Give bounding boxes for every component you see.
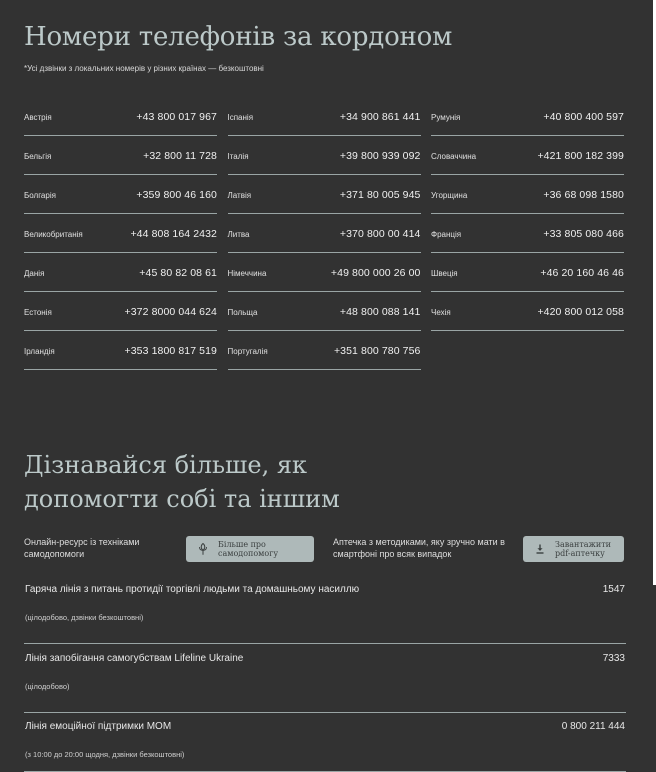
country-name: Польща	[227, 307, 258, 317]
download-icon	[533, 542, 547, 556]
phone-entry[interactable]	[431, 136, 624, 175]
country-name: Франція	[431, 229, 462, 239]
phone-entry[interactable]	[228, 175, 421, 214]
hotline-number[interactable]: 1547	[602, 584, 625, 595]
hotline-name: Лінія запобігання самогубствам Lifeline Ukraine	[25, 653, 244, 664]
phone-number[interactable]: +353 1800 817 519	[124, 345, 217, 357]
phone-entry[interactable]	[431, 175, 624, 214]
self-help-button-label: Більше про самодопомогу	[218, 540, 279, 558]
country-name: Великобританія	[24, 229, 83, 239]
phone-number[interactable]: +49 800 000 26 00	[330, 267, 421, 279]
phone-entry[interactable]	[24, 175, 217, 214]
country-name: Швеція	[431, 268, 458, 278]
country-name: Бельгія	[24, 151, 52, 161]
phone-number[interactable]: +34 900 861 441	[339, 111, 421, 123]
hotline-hours: (з 10:00 до 20:00 щодня, дзвінки безкоштовні)	[25, 750, 185, 759]
phone-entry[interactable]	[228, 136, 421, 175]
download-pdf-button[interactable]	[523, 536, 624, 562]
hotline-number[interactable]: 7333	[602, 653, 625, 664]
country-name: Угорщина	[431, 190, 468, 200]
country-name: Німеччина	[227, 268, 267, 278]
phone-entry[interactable]	[228, 214, 421, 253]
country-name: Данія	[24, 268, 45, 278]
resources-row	[24, 536, 626, 564]
phone-number[interactable]: +45 80 82 08 61	[139, 267, 217, 279]
phone-number[interactable]: +351 800 780 756	[333, 345, 421, 357]
first-aid-description: Аптечка з методиками, яку зручно мати в смартфоні про всяк випадок	[333, 537, 505, 559]
phone-entry[interactable]	[228, 253, 421, 292]
phone-entry[interactable]	[228, 97, 421, 136]
country-name: Словаччина	[431, 151, 477, 161]
phone-number[interactable]: +40 800 400 597	[543, 111, 624, 123]
country-name: Іспанія	[227, 112, 254, 122]
country-name: Португалія	[227, 346, 268, 356]
hotline-number[interactable]: 0 800 211 444	[561, 721, 625, 732]
phone-number[interactable]: +46 20 160 46 46	[540, 267, 624, 279]
hotline-hours: (цілодобово)	[25, 682, 70, 691]
phone-entry[interactable]	[431, 214, 624, 253]
phone-number[interactable]: +359 800 46 160	[136, 189, 217, 201]
phone-entry[interactable]	[24, 136, 217, 175]
phone-entry[interactable]	[24, 214, 217, 253]
phone-entry[interactable]	[24, 97, 217, 136]
phone-number[interactable]: +32 800 11 728	[143, 150, 217, 162]
phone-number[interactable]: +36 68 098 1580	[543, 189, 624, 201]
phone-number[interactable]: +33 805 080 466	[543, 228, 624, 240]
phone-entry[interactable]	[431, 292, 624, 331]
hotline-row	[24, 713, 626, 772]
country-name: Ірландія	[24, 346, 55, 356]
hotline-name: Гаряча лінія з питань протидії торгівлі людьми та домашньому насиллю	[25, 584, 360, 595]
hotline-name: Лінія емоційної підтримки МОМ	[25, 721, 172, 732]
free-calls-note: *Усі дзвінки з локальних номерів у різних країнах — безкоштовні	[24, 64, 264, 73]
phone-number[interactable]: +421 800 182 399	[537, 150, 624, 162]
heading-line-2: допомогти собі та іншим	[24, 485, 340, 513]
flower-icon	[196, 542, 210, 556]
country-name: Австрія	[24, 112, 52, 122]
country-name: Італія	[227, 151, 249, 161]
phone-number[interactable]: +43 800 017 967	[136, 111, 217, 123]
hotline-hours: (цілодобово, дзвінки безкоштовні)	[25, 613, 144, 622]
phone-entry[interactable]	[24, 331, 217, 370]
download-pdf-button-label: Завантажити pdf-аптечку	[555, 540, 612, 558]
phone-entry[interactable]	[24, 292, 217, 331]
country-name: Румунія	[431, 112, 461, 122]
phone-entry[interactable]	[431, 97, 624, 136]
learn-more-heading	[24, 448, 444, 516]
phone-number[interactable]: +420 800 012 058	[537, 306, 624, 318]
hotline-row	[24, 576, 626, 644]
phone-entry[interactable]	[228, 331, 421, 370]
phone-number[interactable]: +48 800 088 141	[339, 306, 421, 318]
heading-line-1: Дізнавайся більше, як	[24, 451, 307, 479]
self-help-description: Онлайн-ресурс із техніками самодопомоги	[24, 537, 140, 559]
phone-number[interactable]: +370 800 00 414	[339, 228, 421, 240]
country-name: Литва	[227, 229, 250, 239]
country-name: Чехія	[431, 307, 451, 317]
phone-number[interactable]: +372 8000 044 624	[124, 306, 217, 318]
phone-entry[interactable]	[228, 292, 421, 331]
country-name: Латвія	[227, 190, 252, 200]
phone-entry[interactable]	[431, 253, 624, 292]
country-name: Болгарія	[24, 190, 56, 200]
hotline-row	[24, 645, 626, 713]
self-help-button[interactable]	[186, 536, 314, 562]
phone-number[interactable]: +371 80 005 945	[339, 189, 421, 201]
section-title: Номери телефонів за кордоном	[24, 22, 453, 52]
phone-number[interactable]: +44 808 164 2432	[130, 228, 217, 240]
country-name: Естонія	[24, 307, 52, 317]
phone-grid	[24, 97, 624, 370]
phone-entry[interactable]	[24, 253, 217, 292]
phone-number[interactable]: +39 800 939 092	[339, 150, 421, 162]
